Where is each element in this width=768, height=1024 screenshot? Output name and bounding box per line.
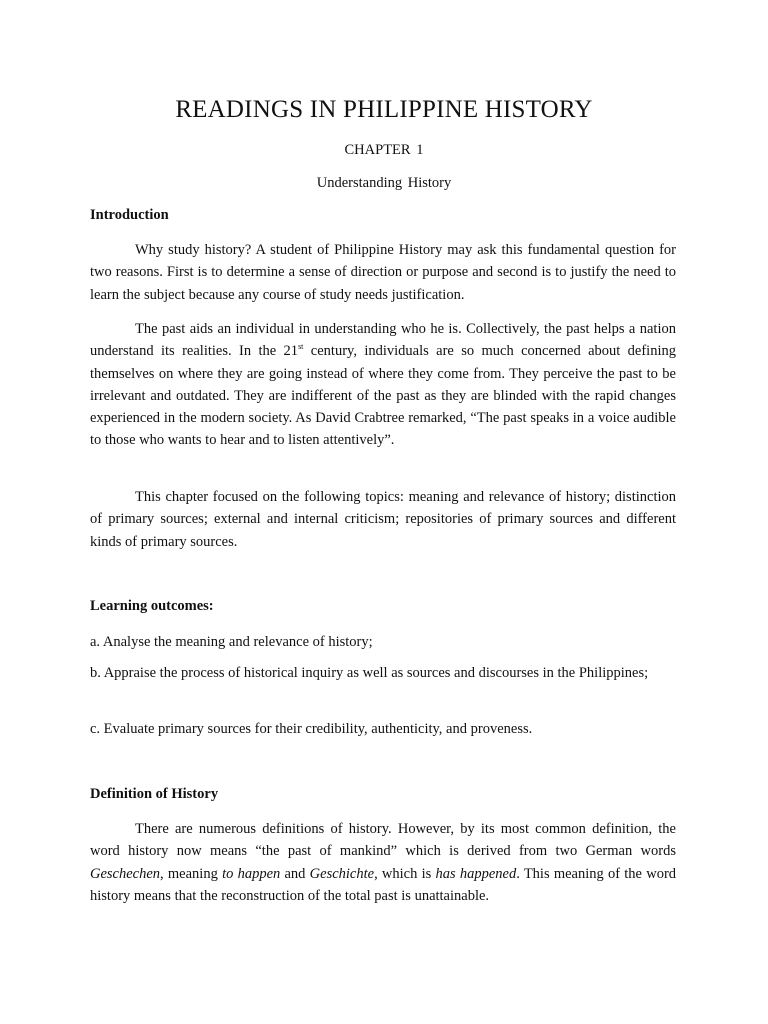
learning-outcomes-heading: Learning outcomes: xyxy=(90,598,214,614)
chapter-label: CHAPTER 1 xyxy=(344,142,424,158)
outcome-b: b. Appraise the process of historical inquiry as well as sources and discourses in the Philippines; xyxy=(90,665,649,681)
outcome-c: c. Evaluate primary sources for their credibility, authenticity, and proveness. xyxy=(90,721,533,737)
term-has-happened: has happened xyxy=(435,865,517,882)
introduction-heading: Introduction xyxy=(90,207,169,223)
document-title: READINGS IN PHILIPPINE HISTORY xyxy=(175,96,593,123)
intro-paragraph-2 xyxy=(90,318,676,452)
definition-heading: Definition of History xyxy=(90,786,219,802)
intro-paragraph-2-part-a: The past aids an individual in understanding who he is. Collectively, the past helps a nation understand its realities. In the 21 xyxy=(90,321,676,360)
outcome-a: a. Analyse the meaning and relevance of history; xyxy=(90,634,373,650)
def-text-b: , meaning xyxy=(160,865,223,882)
def-text-d: , which is xyxy=(374,865,436,882)
intro-paragraph-2-part-b: century, individuals are so much concerned about defining themselves on where they are going instead of where they come from. They perceive the past to be irrelevant and outdated. They are indifferent of the past as they are blinded with the rapid changes experienced in the modern society. As David Crabtree remarked, “The past speaks in a voice audible to those who wants to hear and to listen attentively”. xyxy=(90,343,676,449)
def-text-a: There are numerous definitions of history. However, by its most common definition, the word history now means “the past of mankind” which is derived from two German words xyxy=(90,821,676,860)
term-geschichte: Geschichte xyxy=(309,865,375,882)
def-text-e: . This meaning of the word history means that the reconstruction of the total past is unattainable. xyxy=(90,865,677,904)
intro-paragraph-3: This chapter focused on the following topics: meaning and relevance of history; distinction of primary sources; external and internal criticism; repositories of primary sources and different kinds of primary sources. xyxy=(90,489,676,550)
definition-paragraph-1 xyxy=(90,818,676,907)
term-geschechen: Geschechen xyxy=(90,865,161,882)
ordinal-superscript: st xyxy=(298,342,304,352)
def-text-c: and xyxy=(280,865,310,882)
chapter-subtitle: Understanding History xyxy=(316,175,452,191)
intro-paragraph-1: Why study history? A student of Philippine History may ask this fundamental question for two reasons. First is to determine a sense of direction or purpose and second is to justify the need to learn the subject because any course of study needs justification. xyxy=(90,242,676,303)
term-to-happen: to happen xyxy=(222,865,281,882)
